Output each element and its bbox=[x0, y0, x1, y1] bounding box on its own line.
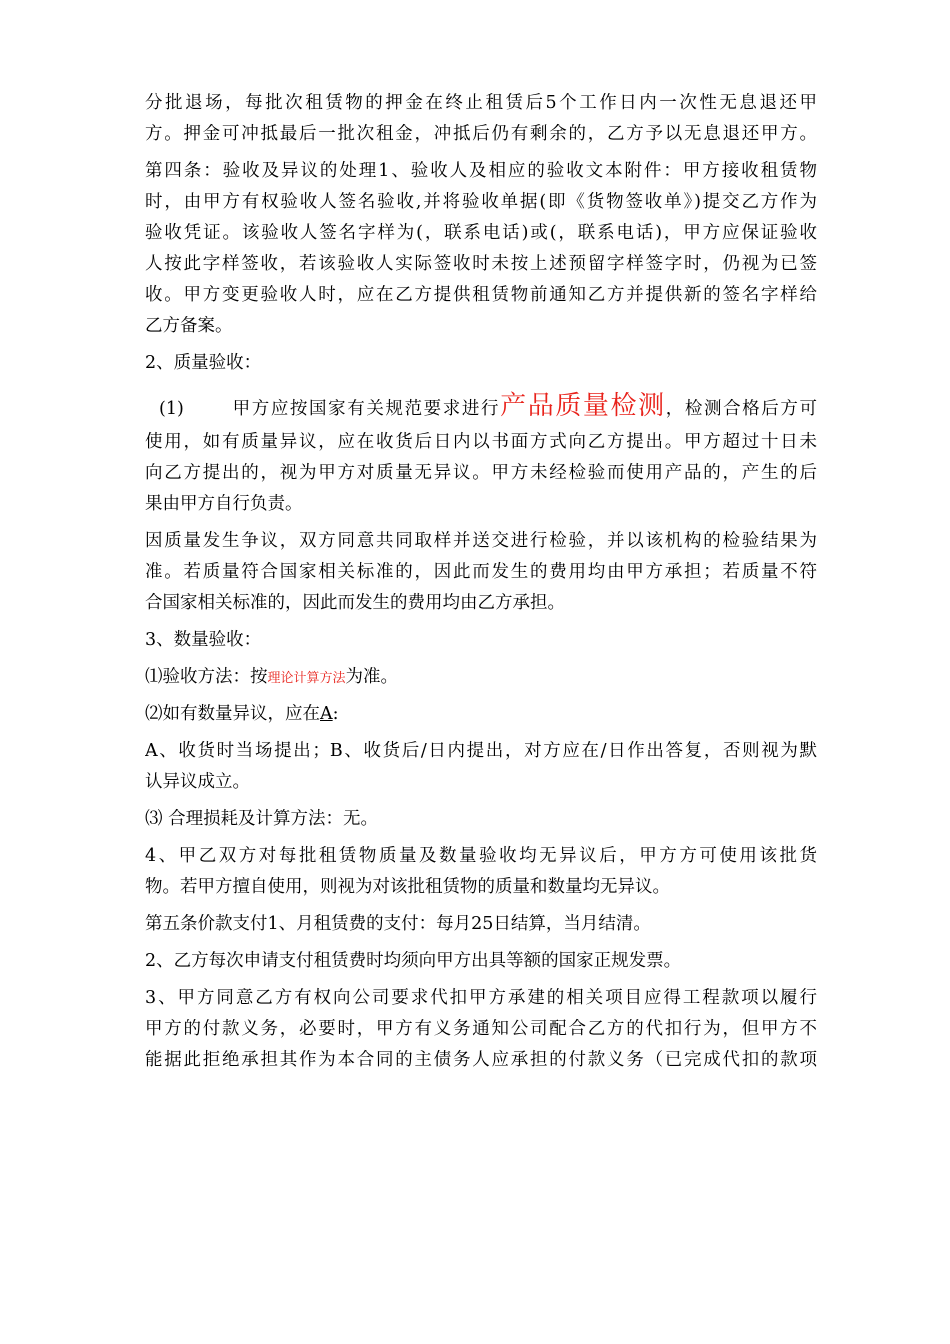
paragraph-line: 2、乙方每次申请支付租赁费时均须向甲方出具等额的国家正规发票。 bbox=[145, 951, 682, 971]
highlight-text: 产品质量检测 bbox=[500, 391, 666, 421]
paragraph-line: 物。若甲方擅自使用，则视为对该批租赁物的质量和数量均无异议。 bbox=[145, 877, 670, 897]
text-segment: : bbox=[332, 704, 339, 724]
paragraph-line: A、收货时当场提出；B、收货后/日内提出，对方应在/日作出答复，否则视为默 bbox=[145, 741, 817, 761]
paragraph-line: ⑶ 合理损耗及计算方法：无。 bbox=[145, 809, 379, 829]
paragraph-line: 准。若质量符合国家相关标准的，因此而发生的费用均由甲方承担；若质量不符 bbox=[145, 562, 817, 582]
paragraph-line-objection bbox=[145, 699, 817, 730]
paragraph-line: 合国家相关标准的，因此而发生的费用均由乙方承担。 bbox=[145, 593, 565, 613]
underlined-option: A bbox=[320, 704, 333, 724]
paragraph-line: 因质量发生争议，双方同意共同取样并送交进行检验，并以该机构的检验结果为 bbox=[145, 531, 817, 551]
paragraph-line: 乙方备案。 bbox=[145, 316, 233, 336]
section-heading-quantity: 3、数量验收： bbox=[145, 630, 262, 650]
text-segment: ⑵如有数量异议，应在 bbox=[145, 704, 320, 724]
paragraph-line: 第四条：验收及异议的处理1、验收人及相应的验收文本附件：甲方接收租赁物 bbox=[145, 161, 817, 181]
paragraph-line: 认异议成立。 bbox=[145, 772, 250, 792]
paragraph-line: 收。甲方变更验收人时，应在乙方提供租赁物前通知乙方并提供新的签名字样给 bbox=[145, 285, 817, 305]
paragraph-line: 甲方的付款义务，必要时，甲方有义务通知公司配合乙方的代扣行为，但甲方不 bbox=[145, 1019, 817, 1039]
paragraph-line: 时，由甲方有权验收人签名验收,并将验收单据(即《货物签收单》)提交乙方作为 bbox=[145, 192, 817, 212]
paragraph-line: 分批退场，每批次租赁物的押金在终止租赁后5个工作日内一次性无息退还甲 bbox=[145, 93, 817, 113]
paragraph-line: 3、甲方同意乙方有权向公司要求代扣甲方承建的相关项目应得工程款项以履行 bbox=[145, 988, 817, 1008]
paragraph-line: 方。押金可冲抵最后一批次租金，冲抵后仍有剩余的，乙方予以无息退还甲方。 bbox=[145, 124, 817, 144]
text-segment: ⑴验收方法：按 bbox=[145, 667, 268, 687]
text-segment: 为准。 bbox=[345, 667, 399, 687]
paragraph-line: 4、甲乙双方对每批租赁物质量及数量验收均无异议后，甲方方可使用该批货 bbox=[145, 846, 817, 866]
section-heading-payment: 第五条价款支付1、月租赁费的支付：每月25日结算，当月结清。 bbox=[145, 914, 651, 934]
text-segment: 甲方应按国家有关规范要求进行 bbox=[231, 399, 501, 419]
highlight-text: 理论计算方法 bbox=[267, 671, 346, 686]
paragraph-line: 果由甲方自行负责。 bbox=[145, 494, 303, 514]
paragraph-line: 人按此字样签收，若该验收人实际签收时未按上述预留字样签字时，仍视为已签 bbox=[145, 254, 817, 274]
paragraph-line: 使用，如有质量异议，应在收货后日内以书面方式向乙方提出。甲方超过十日未 bbox=[145, 432, 817, 452]
paragraph-line-quality-check bbox=[145, 385, 817, 427]
paragraph-line: 向乙方提出的，视为甲方对质量无异议。甲方未经检验而使用产品的，产生的后 bbox=[145, 463, 817, 483]
text-segment: ，检测合格后方可 bbox=[665, 399, 817, 419]
paragraph-line: 验收凭证。该验收人签名字样为(，联系电话)或(，联系电话)，甲方应保证验收 bbox=[145, 223, 817, 243]
paragraph-line-method bbox=[145, 662, 817, 693]
document-page bbox=[145, 88, 817, 1076]
list-number: (1) bbox=[159, 399, 184, 419]
section-heading-quality: 2、质量验收： bbox=[145, 353, 262, 373]
paragraph-line: 能据此拒绝承担其作为本合同的主债务人应承担的付款义务（已完成代扣的款项 bbox=[145, 1050, 817, 1070]
